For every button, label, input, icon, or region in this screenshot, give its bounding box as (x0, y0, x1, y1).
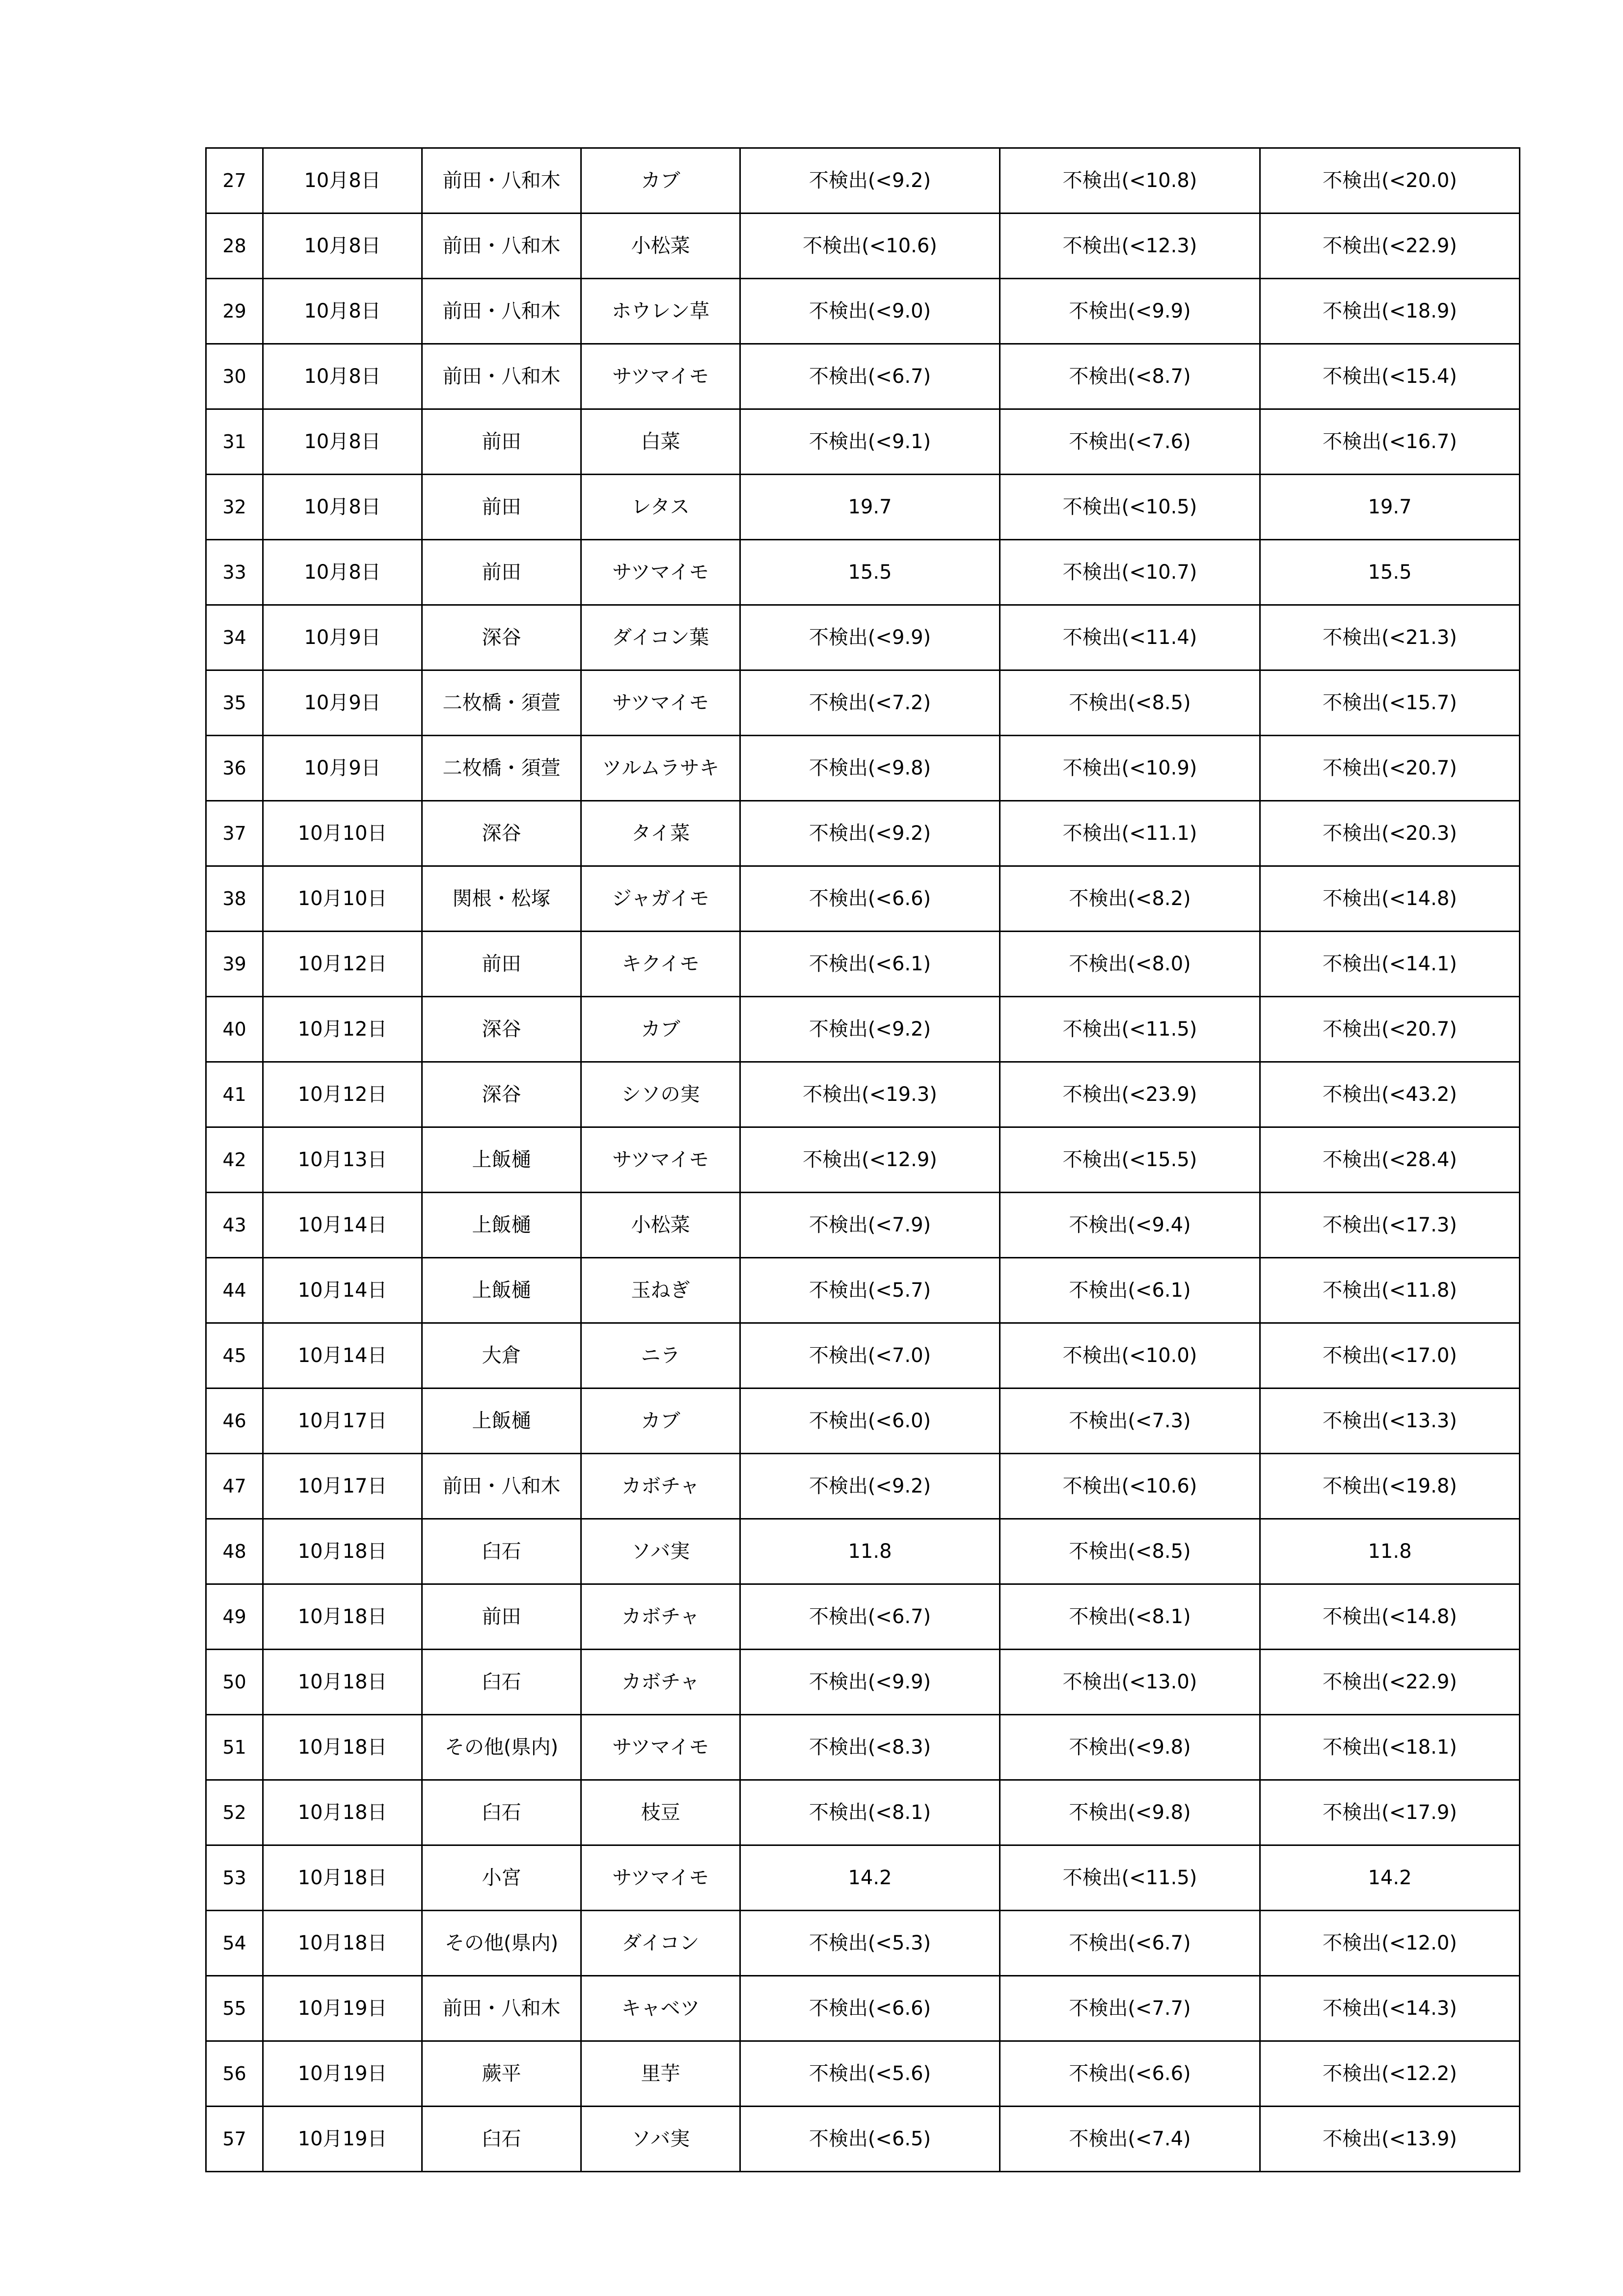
row-number-cell: 32 (206, 475, 263, 540)
item-cell: ソバ実 (581, 2107, 740, 2172)
row-number-cell: 29 (206, 279, 263, 344)
value-1-cell: 不検出(<10.6) (740, 214, 1000, 279)
row-number-cell: 40 (206, 997, 263, 1062)
table-row (206, 1454, 1520, 1519)
item-cell: レタス (581, 475, 740, 540)
date-cell: 10月8日 (263, 148, 422, 214)
area-cell: 上飯樋 (422, 1258, 581, 1323)
value-2-cell: 不検出(<8.1) (1000, 1584, 1260, 1650)
value-3-cell: 不検出(<20.0) (1260, 148, 1520, 214)
row-number-cell: 56 (206, 2041, 263, 2107)
table-row (206, 997, 1520, 1062)
value-2-cell: 不検出(<8.5) (1000, 670, 1260, 736)
value-3-cell: 不検出(<43.2) (1260, 1062, 1520, 1127)
value-3-cell: 不検出(<12.0) (1260, 1911, 1520, 1976)
area-cell: 関根・松塚 (422, 866, 581, 932)
item-cell: 白菜 (581, 409, 740, 475)
value-3-cell: 不検出(<18.9) (1260, 279, 1520, 344)
value-3-cell: 19.7 (1260, 475, 1520, 540)
table-row (206, 409, 1520, 475)
item-cell: カボチャ (581, 1584, 740, 1650)
value-1-cell: 不検出(<6.5) (740, 2107, 1000, 2172)
row-number-cell: 42 (206, 1127, 263, 1193)
value-1-cell: 不検出(<6.6) (740, 1976, 1000, 2041)
date-cell: 10月9日 (263, 605, 422, 670)
row-number-cell: 44 (206, 1258, 263, 1323)
table-row (206, 1388, 1520, 1454)
value-2-cell: 不検出(<8.2) (1000, 866, 1260, 932)
value-2-cell: 不検出(<11.1) (1000, 801, 1260, 866)
value-1-cell: 不検出(<9.9) (740, 605, 1000, 670)
value-1-cell: 不検出(<12.9) (740, 1127, 1000, 1193)
date-cell: 10月8日 (263, 279, 422, 344)
row-number-cell: 41 (206, 1062, 263, 1127)
table-row (206, 1715, 1520, 1780)
value-1-cell: 不検出(<9.2) (740, 801, 1000, 866)
area-cell: 二枚橋・須萱 (422, 736, 581, 801)
table-row (206, 605, 1520, 670)
date-cell: 10月18日 (263, 1650, 422, 1715)
value-1-cell: 不検出(<7.0) (740, 1323, 1000, 1388)
value-1-cell: 不検出(<9.1) (740, 409, 1000, 475)
row-number-cell: 39 (206, 932, 263, 997)
item-cell: サツマイモ (581, 540, 740, 605)
value-1-cell: 不検出(<9.0) (740, 279, 1000, 344)
table-row (206, 1650, 1520, 1715)
value-1-cell: 14.2 (740, 1845, 1000, 1911)
row-number-cell: 50 (206, 1650, 263, 1715)
value-3-cell: 不検出(<14.8) (1260, 866, 1520, 932)
table-row (206, 1911, 1520, 1976)
date-cell: 10月8日 (263, 344, 422, 409)
value-2-cell: 不検出(<9.4) (1000, 1193, 1260, 1258)
value-3-cell: 不検出(<19.8) (1260, 1454, 1520, 1519)
area-cell: その他(県内) (422, 1911, 581, 1976)
date-cell: 10月18日 (263, 1584, 422, 1650)
row-number-cell: 45 (206, 1323, 263, 1388)
value-1-cell: 不検出(<7.2) (740, 670, 1000, 736)
value-2-cell: 不検出(<9.8) (1000, 1780, 1260, 1845)
value-1-cell: 11.8 (740, 1519, 1000, 1584)
value-2-cell: 不検出(<11.5) (1000, 1845, 1260, 1911)
date-cell: 10月8日 (263, 540, 422, 605)
value-2-cell: 不検出(<8.0) (1000, 932, 1260, 997)
table-row (206, 540, 1520, 605)
date-cell: 10月12日 (263, 932, 422, 997)
item-cell: ソバ実 (581, 1519, 740, 1584)
item-cell: 玉ねぎ (581, 1258, 740, 1323)
item-cell: ジャガイモ (581, 866, 740, 932)
table-row (206, 214, 1520, 279)
value-3-cell: 不検出(<15.7) (1260, 670, 1520, 736)
value-2-cell: 不検出(<13.0) (1000, 1650, 1260, 1715)
area-cell: 前田 (422, 409, 581, 475)
area-cell: 前田・八和木 (422, 148, 581, 214)
row-number-cell: 48 (206, 1519, 263, 1584)
value-2-cell: 不検出(<8.7) (1000, 344, 1260, 409)
date-cell: 10月18日 (263, 1845, 422, 1911)
date-cell: 10月10日 (263, 866, 422, 932)
area-cell: 深谷 (422, 605, 581, 670)
row-number-cell: 33 (206, 540, 263, 605)
area-cell: 前田 (422, 475, 581, 540)
results-table-body (206, 148, 1520, 2172)
table-row (206, 1258, 1520, 1323)
value-1-cell: 不検出(<8.1) (740, 1780, 1000, 1845)
table-row (206, 670, 1520, 736)
value-2-cell: 不検出(<7.6) (1000, 409, 1260, 475)
value-3-cell: 不検出(<20.7) (1260, 736, 1520, 801)
value-2-cell: 不検出(<9.8) (1000, 1715, 1260, 1780)
value-1-cell: 不検出(<9.9) (740, 1650, 1000, 1715)
date-cell: 10月19日 (263, 2107, 422, 2172)
value-1-cell: 不検出(<8.3) (740, 1715, 1000, 1780)
value-2-cell: 不検出(<10.7) (1000, 540, 1260, 605)
value-2-cell: 不検出(<23.9) (1000, 1062, 1260, 1127)
row-number-cell: 31 (206, 409, 263, 475)
row-number-cell: 47 (206, 1454, 263, 1519)
table-row (206, 801, 1520, 866)
item-cell: サツマイモ (581, 1127, 740, 1193)
value-1-cell: 不検出(<5.6) (740, 2041, 1000, 2107)
row-number-cell: 43 (206, 1193, 263, 1258)
table-row (206, 2041, 1520, 2107)
row-number-cell: 46 (206, 1388, 263, 1454)
value-1-cell: 不検出(<6.7) (740, 1584, 1000, 1650)
item-cell: 里芋 (581, 2041, 740, 2107)
value-1-cell: 不検出(<6.1) (740, 932, 1000, 997)
item-cell: ダイコン葉 (581, 605, 740, 670)
row-number-cell: 38 (206, 866, 263, 932)
table-row (206, 866, 1520, 932)
value-3-cell: 不検出(<22.9) (1260, 214, 1520, 279)
value-2-cell: 不検出(<15.5) (1000, 1127, 1260, 1193)
item-cell: キャベツ (581, 1976, 740, 2041)
value-1-cell: 不検出(<6.0) (740, 1388, 1000, 1454)
value-3-cell: 不検出(<11.8) (1260, 1258, 1520, 1323)
date-cell: 10月14日 (263, 1193, 422, 1258)
value-2-cell: 不検出(<9.9) (1000, 279, 1260, 344)
value-1-cell: 不検出(<19.3) (740, 1062, 1000, 1127)
item-cell: ニラ (581, 1323, 740, 1388)
value-1-cell: 不検出(<6.6) (740, 866, 1000, 932)
row-number-cell: 37 (206, 801, 263, 866)
date-cell: 10月14日 (263, 1258, 422, 1323)
table-row (206, 1519, 1520, 1584)
value-2-cell: 不検出(<7.7) (1000, 1976, 1260, 2041)
value-3-cell: 不検出(<21.3) (1260, 605, 1520, 670)
table-row (206, 1845, 1520, 1911)
results-table (205, 147, 1520, 2172)
row-number-cell: 28 (206, 214, 263, 279)
area-cell: 臼石 (422, 1519, 581, 1584)
area-cell: 深谷 (422, 997, 581, 1062)
date-cell: 10月9日 (263, 736, 422, 801)
value-3-cell: 不検出(<14.8) (1260, 1584, 1520, 1650)
area-cell: 臼石 (422, 1780, 581, 1845)
item-cell: ダイコン (581, 1911, 740, 1976)
table-row (206, 932, 1520, 997)
date-cell: 10月18日 (263, 1911, 422, 1976)
row-number-cell: 27 (206, 148, 263, 214)
value-1-cell: 不検出(<5.7) (740, 1258, 1000, 1323)
table-row (206, 736, 1520, 801)
value-1-cell: 19.7 (740, 475, 1000, 540)
date-cell: 10月10日 (263, 801, 422, 866)
date-cell: 10月14日 (263, 1323, 422, 1388)
value-2-cell: 不検出(<7.3) (1000, 1388, 1260, 1454)
table-row (206, 1780, 1520, 1845)
item-cell: カボチャ (581, 1454, 740, 1519)
area-cell: 大倉 (422, 1323, 581, 1388)
item-cell: シソの実 (581, 1062, 740, 1127)
value-1-cell: 15.5 (740, 540, 1000, 605)
table-row (206, 279, 1520, 344)
item-cell: カブ (581, 997, 740, 1062)
value-2-cell: 不検出(<6.6) (1000, 2041, 1260, 2107)
value-2-cell: 不検出(<6.1) (1000, 1258, 1260, 1323)
value-1-cell: 不検出(<9.2) (740, 1454, 1000, 1519)
date-cell: 10月17日 (263, 1454, 422, 1519)
value-3-cell: 不検出(<13.9) (1260, 2107, 1520, 2172)
area-cell: 臼石 (422, 1650, 581, 1715)
item-cell: キクイモ (581, 932, 740, 997)
date-cell: 10月12日 (263, 1062, 422, 1127)
value-3-cell: 不検出(<17.3) (1260, 1193, 1520, 1258)
area-cell: 前田・八和木 (422, 344, 581, 409)
area-cell: 前田・八和木 (422, 214, 581, 279)
row-number-cell: 34 (206, 605, 263, 670)
value-2-cell: 不検出(<6.7) (1000, 1911, 1260, 1976)
area-cell: 上飯樋 (422, 1193, 581, 1258)
item-cell: 小松菜 (581, 214, 740, 279)
table-row (206, 148, 1520, 214)
item-cell: タイ菜 (581, 801, 740, 866)
item-cell: サツマイモ (581, 1715, 740, 1780)
area-cell: 前田・八和木 (422, 279, 581, 344)
table-row (206, 1062, 1520, 1127)
area-cell: 蕨平 (422, 2041, 581, 2107)
table-row (206, 1584, 1520, 1650)
table-row (206, 1323, 1520, 1388)
item-cell: サツマイモ (581, 1845, 740, 1911)
date-cell: 10月12日 (263, 997, 422, 1062)
date-cell: 10月17日 (263, 1388, 422, 1454)
value-1-cell: 不検出(<9.8) (740, 736, 1000, 801)
item-cell: ホウレン草 (581, 279, 740, 344)
value-2-cell: 不検出(<12.3) (1000, 214, 1260, 279)
value-2-cell: 不検出(<8.5) (1000, 1519, 1260, 1584)
date-cell: 10月19日 (263, 1976, 422, 2041)
value-2-cell: 不検出(<10.0) (1000, 1323, 1260, 1388)
item-cell: カブ (581, 1388, 740, 1454)
value-3-cell: 15.5 (1260, 540, 1520, 605)
value-1-cell: 不検出(<6.7) (740, 344, 1000, 409)
row-number-cell: 51 (206, 1715, 263, 1780)
value-3-cell: 不検出(<16.7) (1260, 409, 1520, 475)
item-cell: カブ (581, 148, 740, 214)
table-row (206, 1976, 1520, 2041)
table-row (206, 1193, 1520, 1258)
item-cell: カボチャ (581, 1650, 740, 1715)
value-3-cell: 不検出(<17.0) (1260, 1323, 1520, 1388)
value-1-cell: 不検出(<7.9) (740, 1193, 1000, 1258)
area-cell: 二枚橋・須萱 (422, 670, 581, 736)
area-cell: 前田・八和木 (422, 1454, 581, 1519)
value-1-cell: 不検出(<9.2) (740, 148, 1000, 214)
area-cell: 前田 (422, 1584, 581, 1650)
row-number-cell: 57 (206, 2107, 263, 2172)
value-3-cell: 不検出(<14.1) (1260, 932, 1520, 997)
row-number-cell: 36 (206, 736, 263, 801)
area-cell: 上飯樋 (422, 1388, 581, 1454)
row-number-cell: 30 (206, 344, 263, 409)
value-3-cell: 不検出(<15.4) (1260, 344, 1520, 409)
area-cell: 深谷 (422, 801, 581, 866)
row-number-cell: 55 (206, 1976, 263, 2041)
value-3-cell: 不検出(<20.7) (1260, 997, 1520, 1062)
date-cell: 10月18日 (263, 1519, 422, 1584)
area-cell: 深谷 (422, 1062, 581, 1127)
value-3-cell: 不検出(<18.1) (1260, 1715, 1520, 1780)
value-3-cell: 11.8 (1260, 1519, 1520, 1584)
value-2-cell: 不検出(<10.8) (1000, 148, 1260, 214)
value-3-cell: 不検出(<12.2) (1260, 2041, 1520, 2107)
value-3-cell: 14.2 (1260, 1845, 1520, 1911)
table-row (206, 475, 1520, 540)
area-cell: 前田 (422, 932, 581, 997)
value-2-cell: 不検出(<10.9) (1000, 736, 1260, 801)
date-cell: 10月19日 (263, 2041, 422, 2107)
item-cell: 枝豆 (581, 1780, 740, 1845)
value-2-cell: 不検出(<11.4) (1000, 605, 1260, 670)
row-number-cell: 54 (206, 1911, 263, 1976)
area-cell: 前田・八和木 (422, 1976, 581, 2041)
date-cell: 10月9日 (263, 670, 422, 736)
date-cell: 10月8日 (263, 214, 422, 279)
value-3-cell: 不検出(<28.4) (1260, 1127, 1520, 1193)
date-cell: 10月8日 (263, 475, 422, 540)
value-2-cell: 不検出(<10.5) (1000, 475, 1260, 540)
row-number-cell: 53 (206, 1845, 263, 1911)
date-cell: 10月8日 (263, 409, 422, 475)
table-row (206, 344, 1520, 409)
area-cell: 上飯樋 (422, 1127, 581, 1193)
table-row (206, 1127, 1520, 1193)
value-2-cell: 不検出(<11.5) (1000, 997, 1260, 1062)
value-1-cell: 不検出(<5.3) (740, 1911, 1000, 1976)
item-cell: 小松菜 (581, 1193, 740, 1258)
row-number-cell: 49 (206, 1584, 263, 1650)
value-2-cell: 不検出(<10.6) (1000, 1454, 1260, 1519)
date-cell: 10月13日 (263, 1127, 422, 1193)
item-cell: サツマイモ (581, 670, 740, 736)
value-3-cell: 不検出(<13.3) (1260, 1388, 1520, 1454)
area-cell: 前田 (422, 540, 581, 605)
item-cell: サツマイモ (581, 344, 740, 409)
value-3-cell: 不検出(<22.9) (1260, 1650, 1520, 1715)
date-cell: 10月18日 (263, 1715, 422, 1780)
value-1-cell: 不検出(<9.2) (740, 997, 1000, 1062)
row-number-cell: 52 (206, 1780, 263, 1845)
value-3-cell: 不検出(<20.3) (1260, 801, 1520, 866)
value-3-cell: 不検出(<14.3) (1260, 1976, 1520, 2041)
area-cell: 小宮 (422, 1845, 581, 1911)
item-cell: ツルムラサキ (581, 736, 740, 801)
area-cell: 臼石 (422, 2107, 581, 2172)
value-2-cell: 不検出(<7.4) (1000, 2107, 1260, 2172)
table-row (206, 2107, 1520, 2172)
area-cell: その他(県内) (422, 1715, 581, 1780)
row-number-cell: 35 (206, 670, 263, 736)
date-cell: 10月18日 (263, 1780, 422, 1845)
value-3-cell: 不検出(<17.9) (1260, 1780, 1520, 1845)
